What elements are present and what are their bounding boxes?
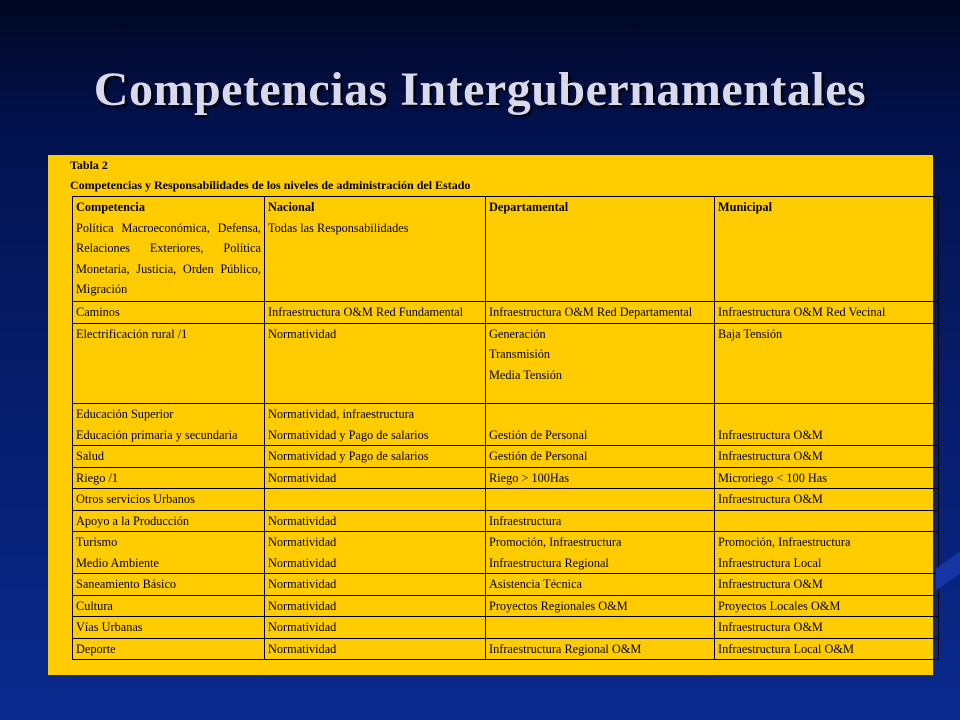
table-row <box>73 467 939 489</box>
cell-text: Infraestructura Local <box>718 555 822 570</box>
cell-municipal <box>715 302 939 324</box>
cell-text: Infraestructura O&M <box>718 577 823 591</box>
table-header-row <box>73 197 939 302</box>
cell-municipal <box>715 638 939 660</box>
cell-text: Infraestructura Local O&M <box>718 641 854 656</box>
cell-text: Infraestructura O&M <box>718 620 823 634</box>
cell-competencia <box>73 574 265 596</box>
table-row <box>73 574 939 596</box>
cell-text <box>489 404 711 425</box>
cell-text: Gestión de Personal <box>489 427 588 442</box>
cell-text: Gestión de Personal <box>489 449 588 463</box>
cell-departamental <box>486 595 715 617</box>
header-cell-nacional <box>265 197 486 302</box>
competencia-description: Política Macroeconómica, Defensa, Relaciones Exteriores, Política Monetaria, Justicia, Orden Público, Migración <box>76 220 261 296</box>
header-cell-municipal <box>715 197 939 302</box>
cell-text: Saneamiento Básico <box>76 577 177 591</box>
cell-departamental <box>486 638 715 660</box>
cell-text: Infraestructura O&M Red Departamental <box>489 305 693 319</box>
table-row <box>73 489 939 511</box>
table-row <box>73 404 939 446</box>
cell-municipal <box>715 404 939 446</box>
cell-departamental <box>486 302 715 324</box>
cell-nacional <box>265 532 486 574</box>
cell-municipal <box>715 446 939 468</box>
cell-nacional <box>265 638 486 660</box>
cell-text: Medio Ambiente <box>76 555 159 570</box>
cell-text: Electrificación rural /1 <box>76 326 188 341</box>
cell-municipal <box>715 323 939 404</box>
header-nacional: Nacional <box>268 200 315 214</box>
cell-text: Educación Superior <box>76 407 174 421</box>
cell-competencia <box>73 532 265 574</box>
cell-municipal <box>715 574 939 596</box>
cell-text: Normatividad y Pago de salarios <box>268 449 429 463</box>
cell-text: Apoyo a la Producción <box>76 513 190 528</box>
header-departamental: Departamental <box>489 200 569 214</box>
cell-text: Promoción, Infraestructura <box>489 535 622 549</box>
cell-municipal <box>715 510 939 532</box>
cell-text <box>489 489 711 510</box>
cell-text: Riego /1 <box>76 470 119 485</box>
cell-nacional <box>265 302 486 324</box>
cell-text: Normatividad y Pago de salarios <box>268 427 429 442</box>
table-row <box>73 446 939 468</box>
cell-nacional <box>265 446 486 468</box>
cell-competencia <box>73 467 265 489</box>
cell-text: Educación primaria y secundaria <box>76 427 238 442</box>
cell-municipal <box>715 617 939 639</box>
cell-nacional <box>265 510 486 532</box>
cell-text: Caminos <box>76 305 120 319</box>
cell-text: Proyectos Regionales O&M <box>489 598 628 613</box>
table-row <box>73 532 939 574</box>
cell-text: Infraestructura O&M <box>718 492 823 506</box>
cell-text: Vías Urbanas <box>76 620 143 634</box>
cell-text: Infraestructura O&M Red Vecinal <box>718 305 886 319</box>
cell-nacional <box>265 467 486 489</box>
cell-text: Transmisión <box>489 347 551 361</box>
header-municipal: Municipal <box>718 200 772 214</box>
cell-departamental <box>486 323 715 404</box>
cell-text: Normatividad <box>268 326 337 341</box>
cell-departamental <box>486 467 715 489</box>
cell-text: Infraestructura O&M <box>718 449 823 463</box>
cell-text: Otros servicios Urbanos <box>76 492 195 506</box>
decorative-wedge <box>936 552 960 591</box>
cell-nacional <box>265 617 486 639</box>
cell-municipal <box>715 467 939 489</box>
cell-text: Normatividad, infraestructura <box>268 407 415 421</box>
cell-competencia <box>73 323 265 404</box>
slide-title: Competencias Intergubernamentales <box>93 63 867 116</box>
cell-competencia <box>73 595 265 617</box>
table-row <box>73 510 939 532</box>
cell-text: Baja Tensión <box>718 326 783 341</box>
cell-nacional <box>265 595 486 617</box>
cell-text: Generación <box>489 326 546 341</box>
cell-text: Normatividad <box>268 555 337 570</box>
table-caption-number: Tabla 2 <box>70 158 108 172</box>
cell-departamental <box>486 404 715 446</box>
table-row <box>73 617 939 639</box>
cell-municipal <box>715 489 939 511</box>
cell-text: Proyectos Locales O&M <box>718 598 841 613</box>
cell-competencia <box>73 638 265 660</box>
cell-text: Infraestructura Regional <box>489 555 609 570</box>
cell-text <box>718 404 935 425</box>
cell-departamental <box>486 489 715 511</box>
table-row <box>73 323 939 404</box>
cell-departamental <box>486 510 715 532</box>
cell-text <box>718 511 935 532</box>
cell-text <box>268 489 482 510</box>
table-caption-title: Competencias y Responsabilidades de los niveles de administración del Estado <box>70 178 471 192</box>
header-cell-departamental <box>486 197 715 302</box>
cell-text: Infraestructura O&M Red Fundamental <box>268 305 463 319</box>
cell-competencia <box>73 302 265 324</box>
cell-competencia <box>73 489 265 511</box>
cell-text: Normatividad <box>268 470 337 485</box>
cell-text: Infraestructura <box>489 513 562 528</box>
cell-text: Promoción, Infraestructura <box>718 535 851 549</box>
cell-text: Microriego < 100 Has <box>718 470 828 485</box>
cell-text: Normatividad <box>268 641 337 656</box>
cell-text: Normatividad <box>268 577 337 591</box>
cell-competencia <box>73 404 265 446</box>
cell-text: Normatividad <box>268 620 337 634</box>
cell-competencia <box>73 510 265 532</box>
nacional-description: Todas las Responsabilidades <box>268 220 409 235</box>
cell-text: Turismo <box>76 535 118 549</box>
cell-departamental <box>486 446 715 468</box>
table-row <box>73 595 939 617</box>
cell-text: Normatividad <box>268 598 337 613</box>
cell-departamental <box>486 617 715 639</box>
cell-text: Asistencia Técnica <box>489 577 582 591</box>
table-panel <box>48 155 933 675</box>
cell-departamental <box>486 574 715 596</box>
cell-text: Media Tensión <box>489 367 563 382</box>
cell-text: Salud <box>76 449 105 463</box>
cell-text: Cultura <box>76 598 113 613</box>
cell-text: Deporte <box>76 641 116 656</box>
cell-text: Normatividad <box>268 513 337 528</box>
cell-text: Infraestructura Regional O&M <box>489 641 642 656</box>
cell-nacional <box>265 404 486 446</box>
table-row <box>73 302 939 324</box>
cell-nacional <box>265 489 486 511</box>
competencias-table <box>72 196 939 660</box>
cell-competencia <box>73 617 265 639</box>
cell-competencia <box>73 446 265 468</box>
table-body <box>73 197 939 660</box>
cell-text: Normatividad <box>268 535 337 549</box>
header-cell-competencia <box>73 197 265 302</box>
cell-nacional <box>265 574 486 596</box>
cell-text: Infraestructura O&M <box>718 427 823 442</box>
cell-municipal <box>715 595 939 617</box>
cell-text <box>489 617 711 638</box>
cell-nacional <box>265 323 486 404</box>
table-row <box>73 638 939 660</box>
cell-municipal <box>715 532 939 574</box>
cell-departamental <box>486 532 715 574</box>
cell-text: Riego > 100Has <box>489 470 570 485</box>
header-competencia: Competencia <box>76 200 145 214</box>
